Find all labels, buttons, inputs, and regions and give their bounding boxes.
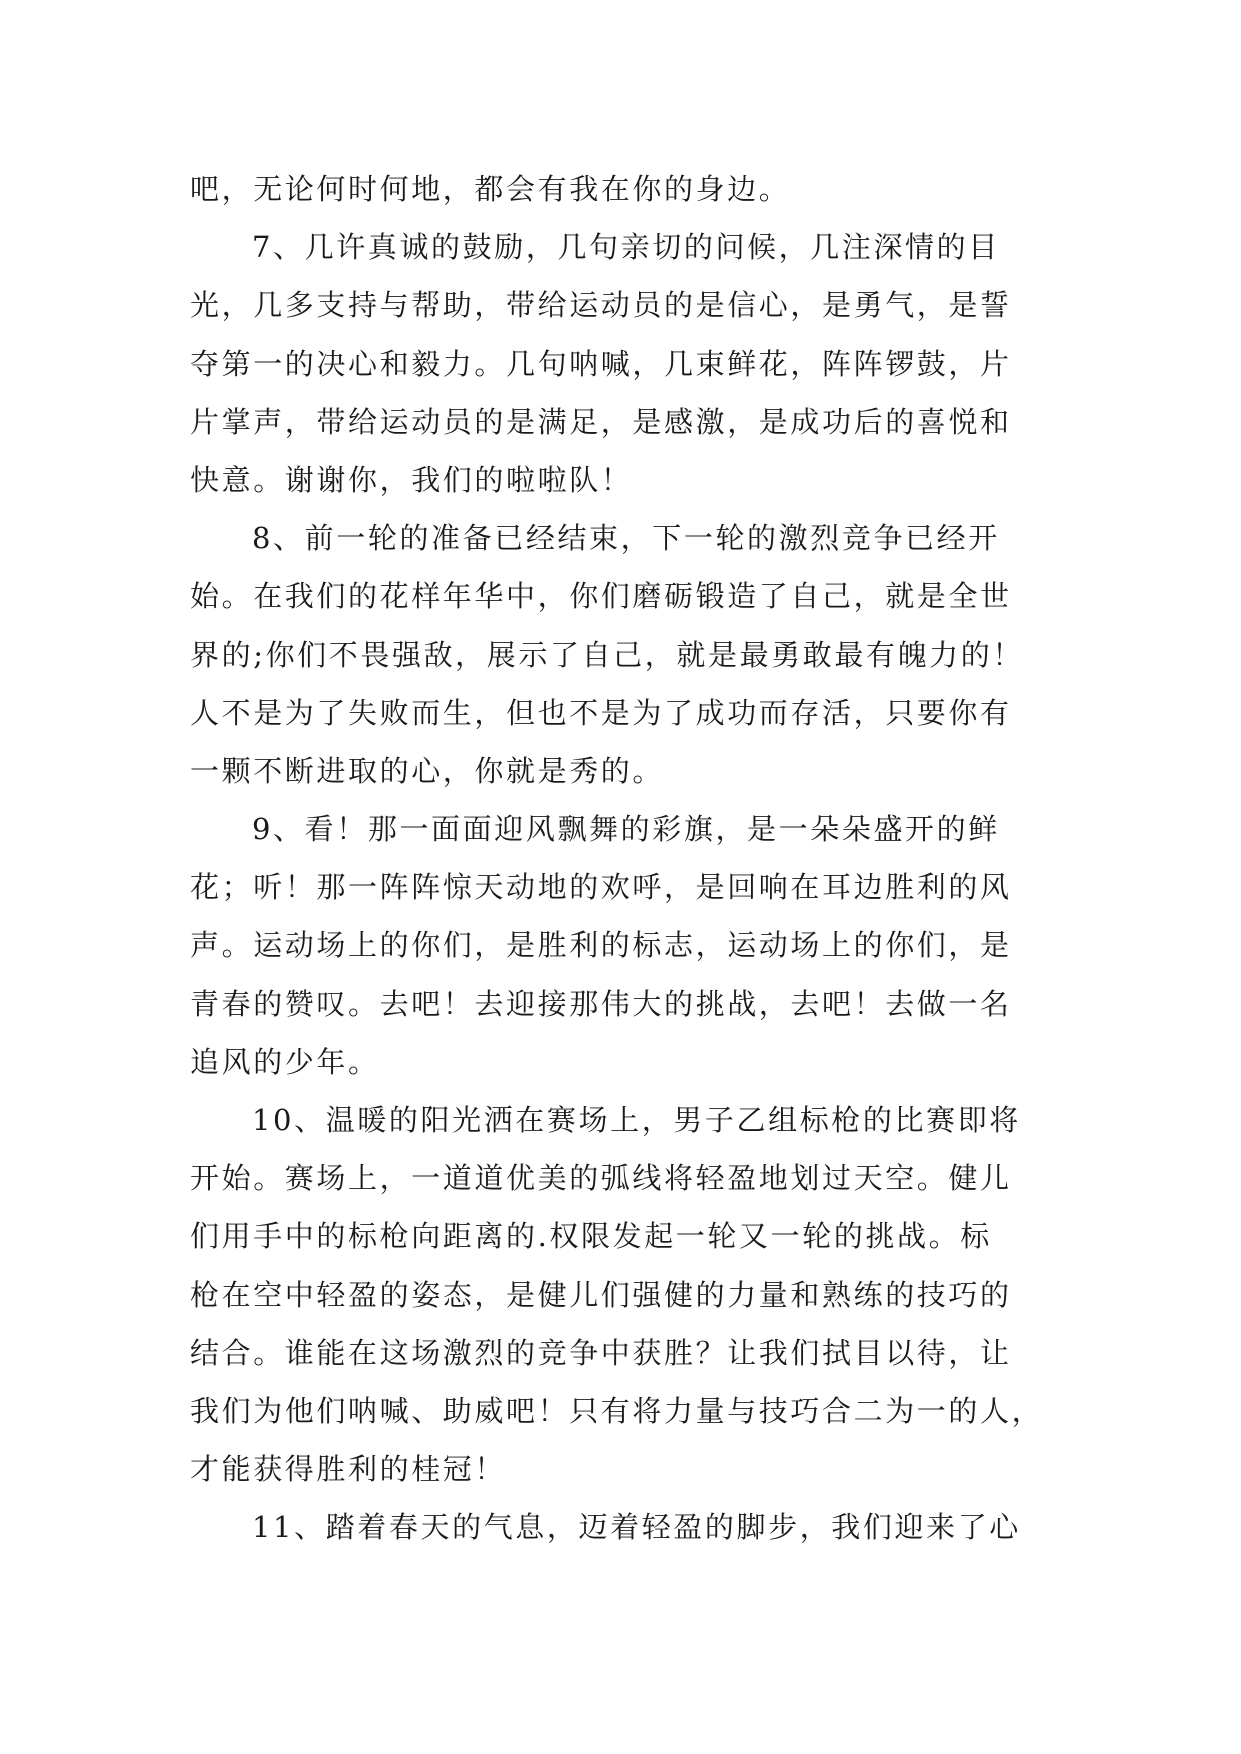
text-line: 结合。谁能在这场激烈的竞争中获胜？让我们拭目以待，让: [190, 1335, 1012, 1370]
text-line-continuation: 吧，无论何时何地，都会有我在你的身边。: [190, 172, 791, 206]
text-line: 枪在空中轻盈的姿态，是健儿们强健的力量和熟练的技巧的: [190, 1277, 1012, 1312]
text-line: 追风的少年。: [190, 1044, 380, 1079]
text-line: 片掌声，带给运动员的是满足，是感激，是成功后的喜悦和: [190, 404, 1012, 439]
text-line: 们用手中的标枪向距离的.权限发起一轮又一轮的挑战。标: [190, 1219, 992, 1254]
text-line-item-10-start: 10、温暖的阳光洒在赛场上，男子乙组标枪的比赛即将: [252, 1103, 1021, 1137]
text-line: 青春的赞叹。去吧！去迎接那伟大的挑战，去吧！去做一名: [190, 986, 1012, 1021]
text-line: 人不是为了失败而生，但也不是为了成功而存活，只要你有: [190, 695, 1012, 730]
document-body: [190, 160, 1050, 1557]
text-line-item-9-start: 9、看！那一面面迎风飘舞的彩旗，是一朵朵盛开的鲜: [252, 812, 1000, 847]
text-line: 界的;你们不畏强敌，展示了自己，就是最勇敢最有魄力的！: [190, 637, 1024, 672]
text-line: 花；听！那一阵阵惊天动地的欢呼，是回响在耳边胜利的风: [190, 870, 1012, 905]
text-line: 开始。赛场上，一道道优美的弧线将轻盈地划过天空。健儿: [190, 1161, 1012, 1196]
text-line: 一颗不断进取的心，你就是秀的。: [190, 753, 665, 788]
text-line: 始。在我们的花样年华中，你们磨砺锻造了自己，就是全世: [190, 579, 1012, 614]
text-line: 才能获得胜利的桂冠！: [190, 1452, 507, 1487]
text-line: 光，几多支持与帮助，带给运动员的是信心，是勇气，是誓: [190, 288, 1012, 323]
text-line-item-7-start: 7、几许真诚的鼓励，几句亲切的问候，几注深情的目: [252, 230, 1000, 265]
text-line: 快意。谢谢你，我们的啦啦队！: [190, 462, 633, 497]
text-line-item-11-start: 11、踏着春天的气息，迈着轻盈的脚步，我们迎来了心: [252, 1510, 1021, 1545]
text-line-item-8-start: 8、前一轮的准备已经结束，下一轮的激烈竞争已经开: [252, 521, 1000, 556]
text-line: 夺第一的决心和毅力。几句呐喊，几束鲜花，阵阵锣鼓，片: [190, 346, 1012, 381]
text-line: 我们为他们呐喊、助威吧！只有将力量与技巧合二为一的人，: [190, 1393, 1044, 1428]
text-line: 声。运动场上的你们，是胜利的标志，运动场上的你们，是: [190, 928, 1012, 963]
